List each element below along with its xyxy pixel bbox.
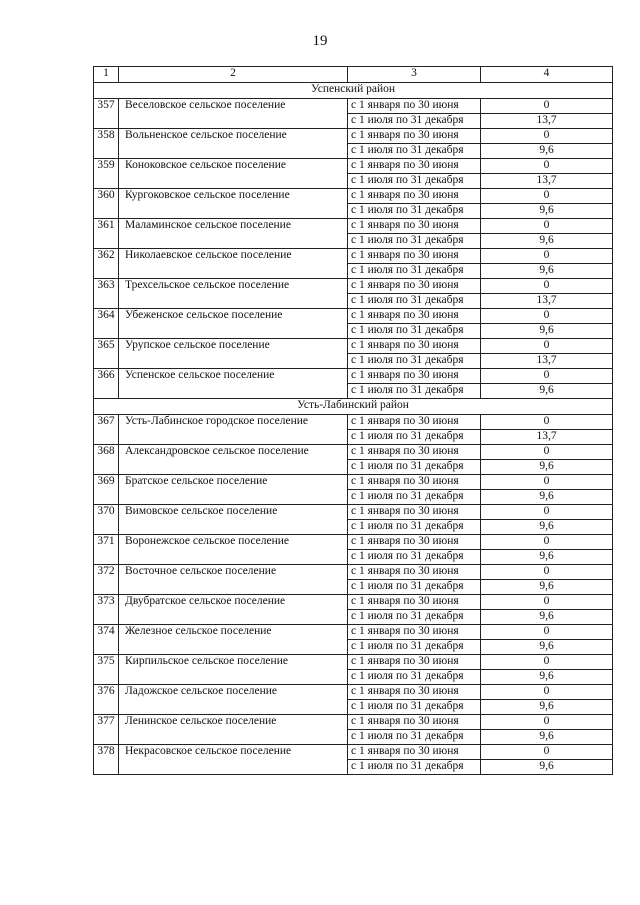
row-number: 369 [94, 475, 119, 505]
period-first-half: с 1 января по 30 июня [348, 339, 481, 354]
row-number: 358 [94, 129, 119, 159]
period-first-half: с 1 января по 30 июня [348, 279, 481, 294]
period-second-half: с 1 июля по 31 декабря [348, 670, 481, 685]
table-row [94, 189, 613, 204]
period-first-half: с 1 января по 30 июня [348, 99, 481, 114]
table-row [94, 685, 613, 700]
table-header-row [94, 67, 613, 83]
table-row [94, 369, 613, 384]
settlement-name: Усть-Лабинское городское поселение [119, 415, 348, 445]
value-first-half: 0 [481, 415, 613, 430]
value-second-half: 9,6 [481, 324, 613, 339]
table-row [94, 715, 613, 730]
settlement-name: Ленинское сельское поселение [119, 715, 348, 745]
row-number: 372 [94, 565, 119, 595]
row-number: 365 [94, 339, 119, 369]
period-first-half: с 1 января по 30 июня [348, 685, 481, 700]
value-first-half: 0 [481, 655, 613, 670]
value-first-half: 0 [481, 309, 613, 324]
value-second-half: 9,6 [481, 760, 613, 775]
table-row [94, 99, 613, 114]
district-name: Успенский район [94, 83, 613, 99]
period-second-half: с 1 июля по 31 декабря [348, 730, 481, 745]
period-first-half: с 1 января по 30 июня [348, 535, 481, 550]
table-row [94, 475, 613, 490]
value-second-half: 9,6 [481, 670, 613, 685]
value-first-half: 0 [481, 535, 613, 550]
settlement-name: Урупское сельское поселение [119, 339, 348, 369]
period-first-half: с 1 января по 30 июня [348, 625, 481, 640]
value-first-half: 0 [481, 565, 613, 580]
table-row [94, 535, 613, 550]
row-number: 357 [94, 99, 119, 129]
value-second-half: 9,6 [481, 460, 613, 475]
value-second-half: 13,7 [481, 430, 613, 445]
value-second-half: 9,6 [481, 384, 613, 399]
settlement-name: Двубратское сельское поселение [119, 595, 348, 625]
district-row [94, 83, 613, 99]
period-first-half: с 1 января по 30 июня [348, 475, 481, 490]
value-first-half: 0 [481, 129, 613, 144]
period-first-half: с 1 января по 30 июня [348, 309, 481, 324]
table-body [94, 67, 613, 775]
value-second-half: 13,7 [481, 294, 613, 309]
row-number: 371 [94, 535, 119, 565]
table-row [94, 445, 613, 460]
period-second-half: с 1 июля по 31 декабря [348, 234, 481, 249]
period-first-half: с 1 января по 30 июня [348, 129, 481, 144]
value-first-half: 0 [481, 475, 613, 490]
district-name: Усть-Лабинский район [94, 399, 613, 415]
period-second-half: с 1 июля по 31 декабря [348, 460, 481, 475]
settlement-name: Маламинское сельское поселение [119, 219, 348, 249]
period-first-half: с 1 января по 30 июня [348, 505, 481, 520]
district-row [94, 399, 613, 415]
page-number: 19 [312, 33, 328, 49]
settlement-name: Николаевское сельское поселение [119, 249, 348, 279]
settlement-name: Убеженское сельское поселение [119, 309, 348, 339]
period-second-half: с 1 июля по 31 декабря [348, 490, 481, 505]
period-first-half: с 1 января по 30 июня [348, 249, 481, 264]
row-number: 378 [94, 745, 119, 775]
value-second-half: 13,7 [481, 114, 613, 129]
value-second-half: 9,6 [481, 730, 613, 745]
period-second-half: с 1 июля по 31 декабря [348, 294, 481, 309]
value-first-half: 0 [481, 505, 613, 520]
value-first-half: 0 [481, 339, 613, 354]
table-row [94, 249, 613, 264]
period-first-half: с 1 января по 30 июня [348, 655, 481, 670]
period-first-half: с 1 января по 30 июня [348, 189, 481, 204]
period-second-half: с 1 июля по 31 декабря [348, 204, 481, 219]
period-first-half: с 1 января по 30 июня [348, 369, 481, 384]
row-number: 360 [94, 189, 119, 219]
value-first-half: 0 [481, 715, 613, 730]
value-second-half: 13,7 [481, 174, 613, 189]
table-row [94, 655, 613, 670]
value-second-half: 13,7 [481, 354, 613, 369]
row-number: 361 [94, 219, 119, 249]
value-first-half: 0 [481, 369, 613, 384]
period-second-half: с 1 июля по 31 декабря [348, 384, 481, 399]
settlement-name: Ладожское сельское поселение [119, 685, 348, 715]
period-first-half: с 1 января по 30 июня [348, 745, 481, 760]
column-header-3: 3 [348, 67, 481, 83]
column-header-2: 2 [119, 67, 348, 83]
period-first-half: с 1 января по 30 июня [348, 219, 481, 234]
settlement-name: Веселовское сельское поселение [119, 99, 348, 129]
settlement-name: Кургоковское сельское поселение [119, 189, 348, 219]
value-first-half: 0 [481, 279, 613, 294]
row-number: 362 [94, 249, 119, 279]
row-number: 368 [94, 445, 119, 475]
column-header-4: 4 [481, 67, 613, 83]
period-second-half: с 1 июля по 31 декабря [348, 760, 481, 775]
value-first-half: 0 [481, 445, 613, 460]
tariff-table [93, 66, 613, 775]
value-second-half: 9,6 [481, 580, 613, 595]
value-first-half: 0 [481, 99, 613, 114]
period-first-half: с 1 января по 30 июня [348, 445, 481, 460]
period-first-half: с 1 января по 30 июня [348, 595, 481, 610]
table-row [94, 309, 613, 324]
value-second-half: 9,6 [481, 520, 613, 535]
value-second-half: 9,6 [481, 610, 613, 625]
value-second-half: 9,6 [481, 204, 613, 219]
row-number: 370 [94, 505, 119, 535]
table-row [94, 129, 613, 144]
settlement-name: Кирпильское сельское поселение [119, 655, 348, 685]
value-second-half: 9,6 [481, 144, 613, 159]
value-second-half: 9,6 [481, 640, 613, 655]
period-first-half: с 1 января по 30 июня [348, 415, 481, 430]
table-row [94, 625, 613, 640]
value-first-half: 0 [481, 685, 613, 700]
period-second-half: с 1 июля по 31 декабря [348, 324, 481, 339]
value-first-half: 0 [481, 249, 613, 264]
period-second-half: с 1 июля по 31 декабря [348, 640, 481, 655]
settlement-name: Успенское сельское поселение [119, 369, 348, 399]
period-first-half: с 1 января по 30 июня [348, 715, 481, 730]
settlement-name: Александровское сельское поселение [119, 445, 348, 475]
settlement-name: Братское сельское поселение [119, 475, 348, 505]
table-row [94, 745, 613, 760]
table-row [94, 159, 613, 174]
table-row [94, 595, 613, 610]
value-second-half: 9,6 [481, 490, 613, 505]
value-first-half: 0 [481, 595, 613, 610]
period-second-half: с 1 июля по 31 декабря [348, 174, 481, 189]
table-row [94, 565, 613, 580]
row-number: 374 [94, 625, 119, 655]
value-second-half: 9,6 [481, 234, 613, 249]
value-first-half: 0 [481, 219, 613, 234]
row-number: 366 [94, 369, 119, 399]
value-first-half: 0 [481, 189, 613, 204]
table-row [94, 219, 613, 234]
period-second-half: с 1 июля по 31 декабря [348, 520, 481, 535]
row-number: 376 [94, 685, 119, 715]
row-number: 359 [94, 159, 119, 189]
period-second-half: с 1 июля по 31 декабря [348, 354, 481, 369]
row-number: 373 [94, 595, 119, 625]
value-second-half: 9,6 [481, 264, 613, 279]
row-number: 364 [94, 309, 119, 339]
period-second-half: с 1 июля по 31 декабря [348, 700, 481, 715]
table-row [94, 339, 613, 354]
value-first-half: 0 [481, 745, 613, 760]
settlement-name: Вольненское сельское поселение [119, 129, 348, 159]
row-number: 367 [94, 415, 119, 445]
period-second-half: с 1 июля по 31 декабря [348, 114, 481, 129]
settlement-name: Воронежское сельское поселение [119, 535, 348, 565]
settlement-name: Восточное сельское поселение [119, 565, 348, 595]
settlement-name: Коноковское сельское поселение [119, 159, 348, 189]
period-first-half: с 1 января по 30 июня [348, 159, 481, 174]
period-second-half: с 1 июля по 31 декабря [348, 144, 481, 159]
row-number: 363 [94, 279, 119, 309]
period-second-half: с 1 июля по 31 декабря [348, 550, 481, 565]
value-first-half: 0 [481, 159, 613, 174]
table-row [94, 505, 613, 520]
settlement-name: Некрасовское сельское поселение [119, 745, 348, 775]
value-second-half: 9,6 [481, 700, 613, 715]
period-second-half: с 1 июля по 31 декабря [348, 264, 481, 279]
settlement-name: Железное сельское поселение [119, 625, 348, 655]
period-second-half: с 1 июля по 31 декабря [348, 430, 481, 445]
table-row [94, 415, 613, 430]
period-second-half: с 1 июля по 31 декабря [348, 610, 481, 625]
period-first-half: с 1 января по 30 июня [348, 565, 481, 580]
column-header-1: 1 [94, 67, 119, 83]
settlement-name: Трехсельское сельское поселение [119, 279, 348, 309]
settlement-name: Вимовское сельское поселение [119, 505, 348, 535]
table-row [94, 279, 613, 294]
period-second-half: с 1 июля по 31 декабря [348, 580, 481, 595]
value-second-half: 9,6 [481, 550, 613, 565]
row-number: 375 [94, 655, 119, 685]
row-number: 377 [94, 715, 119, 745]
value-first-half: 0 [481, 625, 613, 640]
